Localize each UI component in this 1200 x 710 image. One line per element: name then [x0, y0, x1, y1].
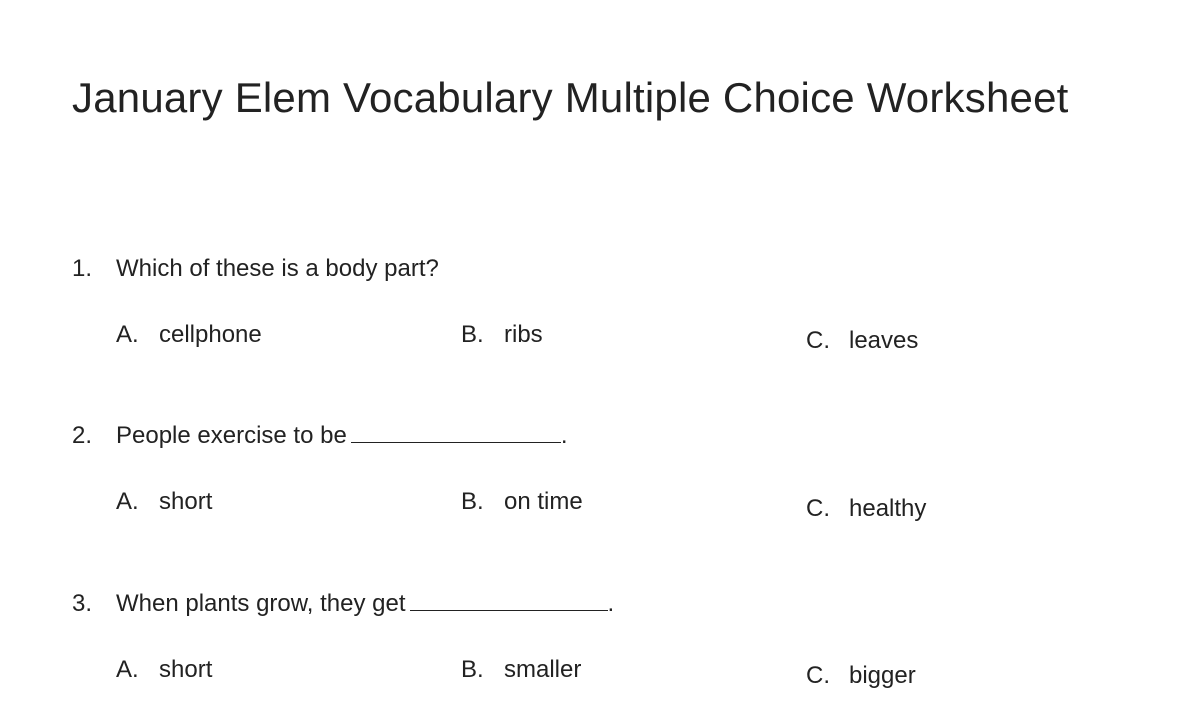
option-a[interactable] — [116, 656, 212, 684]
option-letter: B. — [461, 488, 484, 515]
answer-blank[interactable] — [351, 422, 561, 443]
option-text: bigger — [849, 662, 916, 689]
option-c[interactable] — [806, 327, 918, 355]
option-letter: C. — [806, 495, 830, 522]
option-letter: A. — [116, 321, 139, 348]
option-c[interactable] — [806, 662, 916, 690]
option-b[interactable] — [461, 321, 543, 349]
question-suffix: . — [607, 590, 615, 617]
question-line — [72, 255, 439, 283]
option-text: smaller — [504, 656, 582, 683]
option-text: on time — [504, 488, 583, 515]
question-text: When plants grow, they get — [116, 590, 406, 617]
option-text: leaves — [849, 327, 919, 354]
option-text: short — [159, 488, 213, 515]
question-number: 3. — [72, 590, 93, 617]
option-letter: B. — [461, 321, 484, 348]
question-number: 1. — [72, 255, 93, 282]
question-3 — [72, 590, 1132, 710]
option-b[interactable] — [461, 488, 583, 516]
question-text: People exercise to be — [116, 422, 347, 449]
option-text: cellphone — [159, 321, 262, 348]
answer-blank[interactable] — [410, 590, 608, 611]
question-line — [72, 590, 614, 618]
question-line — [72, 422, 567, 450]
question-1 — [72, 255, 1132, 375]
option-a[interactable] — [116, 488, 212, 516]
option-a[interactable] — [116, 321, 262, 349]
question-text: Which of these is a body part? — [116, 255, 439, 282]
worksheet-title: January Elem Vocabulary Multiple Choice Worksheet — [72, 74, 1069, 121]
option-text: healthy — [849, 495, 927, 522]
option-c[interactable] — [806, 495, 926, 523]
option-letter: C. — [806, 327, 830, 354]
option-text: short — [159, 656, 213, 683]
question-2 — [72, 422, 1132, 542]
question-number: 2. — [72, 422, 93, 449]
option-letter: C. — [806, 662, 830, 689]
option-b[interactable] — [461, 656, 581, 684]
option-text: ribs — [504, 321, 543, 348]
option-letter: B. — [461, 656, 484, 683]
option-letter: A. — [116, 488, 139, 515]
option-letter: A. — [116, 656, 139, 683]
question-suffix: . — [560, 422, 568, 449]
